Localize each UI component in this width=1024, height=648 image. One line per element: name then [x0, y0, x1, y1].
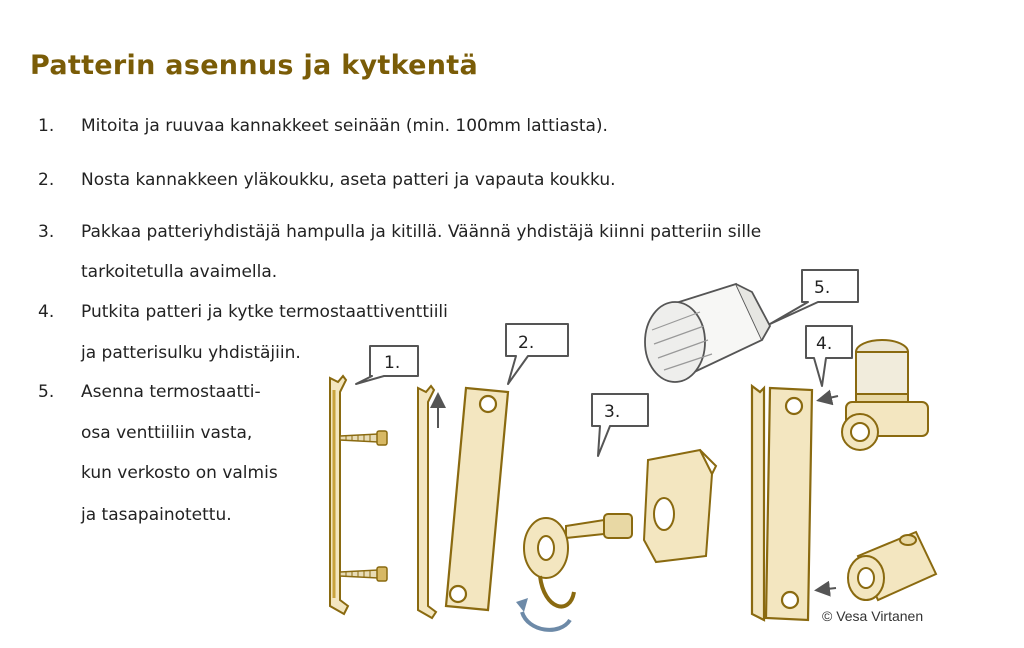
callout-5-label: 5. — [814, 278, 831, 298]
screw-bottom — [340, 567, 387, 581]
radiator-side-4 — [752, 386, 812, 620]
rotate-arrow-icon — [522, 612, 570, 630]
step-5-line-1: Asenna termostaatti- — [81, 382, 261, 402]
page-title: Patterin asennus ja kytkentä — [30, 50, 478, 81]
step-4-line-2: ja patterisulku yhdistäjiin. — [81, 343, 301, 363]
radiator-connector-block — [644, 450, 716, 562]
step-3-line-1: Pakkaa patteriyhdistäjä hampulla ja kitillä. Väännä yhdistäjä kiinni patteriin sille — [81, 222, 762, 242]
callout-3-label: 3. — [604, 402, 621, 422]
step-5-line-3: kun verkosto on valmis — [81, 463, 278, 483]
valve-arrow-top — [820, 396, 838, 400]
callout-1-label: 1. — [384, 353, 401, 373]
callout-3 — [592, 394, 648, 456]
step-4-number: 4. — [38, 302, 55, 322]
shutoff-valve — [848, 532, 936, 600]
callout-2 — [506, 324, 568, 384]
valve-arrow-bottom — [818, 588, 836, 590]
thermostat-head — [645, 284, 770, 382]
callout-4-label: 4. — [816, 334, 833, 354]
copyright-credit: © Vesa Virtanen — [822, 608, 924, 624]
callout-4 — [806, 326, 852, 386]
wall-bracket-1 — [330, 376, 348, 614]
rotate-arrowhead-icon — [516, 598, 528, 612]
step-5-number: 5. — [38, 382, 55, 402]
step-5-line-2: osa venttiiliin vasta, — [81, 423, 253, 443]
step-2-number: 2. — [38, 170, 55, 190]
step-1-line-1: Mitoita ja ruuvaa kannakkeet seinään (min. 100mm lattiasta). — [81, 116, 608, 136]
step-3-line-2: tarkoitetulla avaimella. — [81, 262, 278, 282]
callout-5 — [770, 270, 858, 324]
screw-top — [340, 431, 387, 445]
step-2-line-1: Nosta kannakkeen yläkoukku, aseta patteri ja vapauta koukku. — [81, 170, 616, 190]
wall-bracket-2 — [418, 386, 436, 618]
step-1-number: 1. — [38, 116, 55, 136]
radiator-side-2 — [446, 388, 508, 610]
thermostatic-valve — [842, 340, 928, 450]
union-fitting — [566, 514, 632, 538]
step-3-number: 3. — [38, 222, 55, 242]
step-5-line-4: ja tasapainotettu. — [81, 505, 232, 525]
callout-1 — [356, 346, 418, 384]
callout-2-label: 2. — [518, 333, 535, 353]
step-4-line-1: Putkita patteri ja kytke termostaattiventtiili — [81, 302, 448, 322]
